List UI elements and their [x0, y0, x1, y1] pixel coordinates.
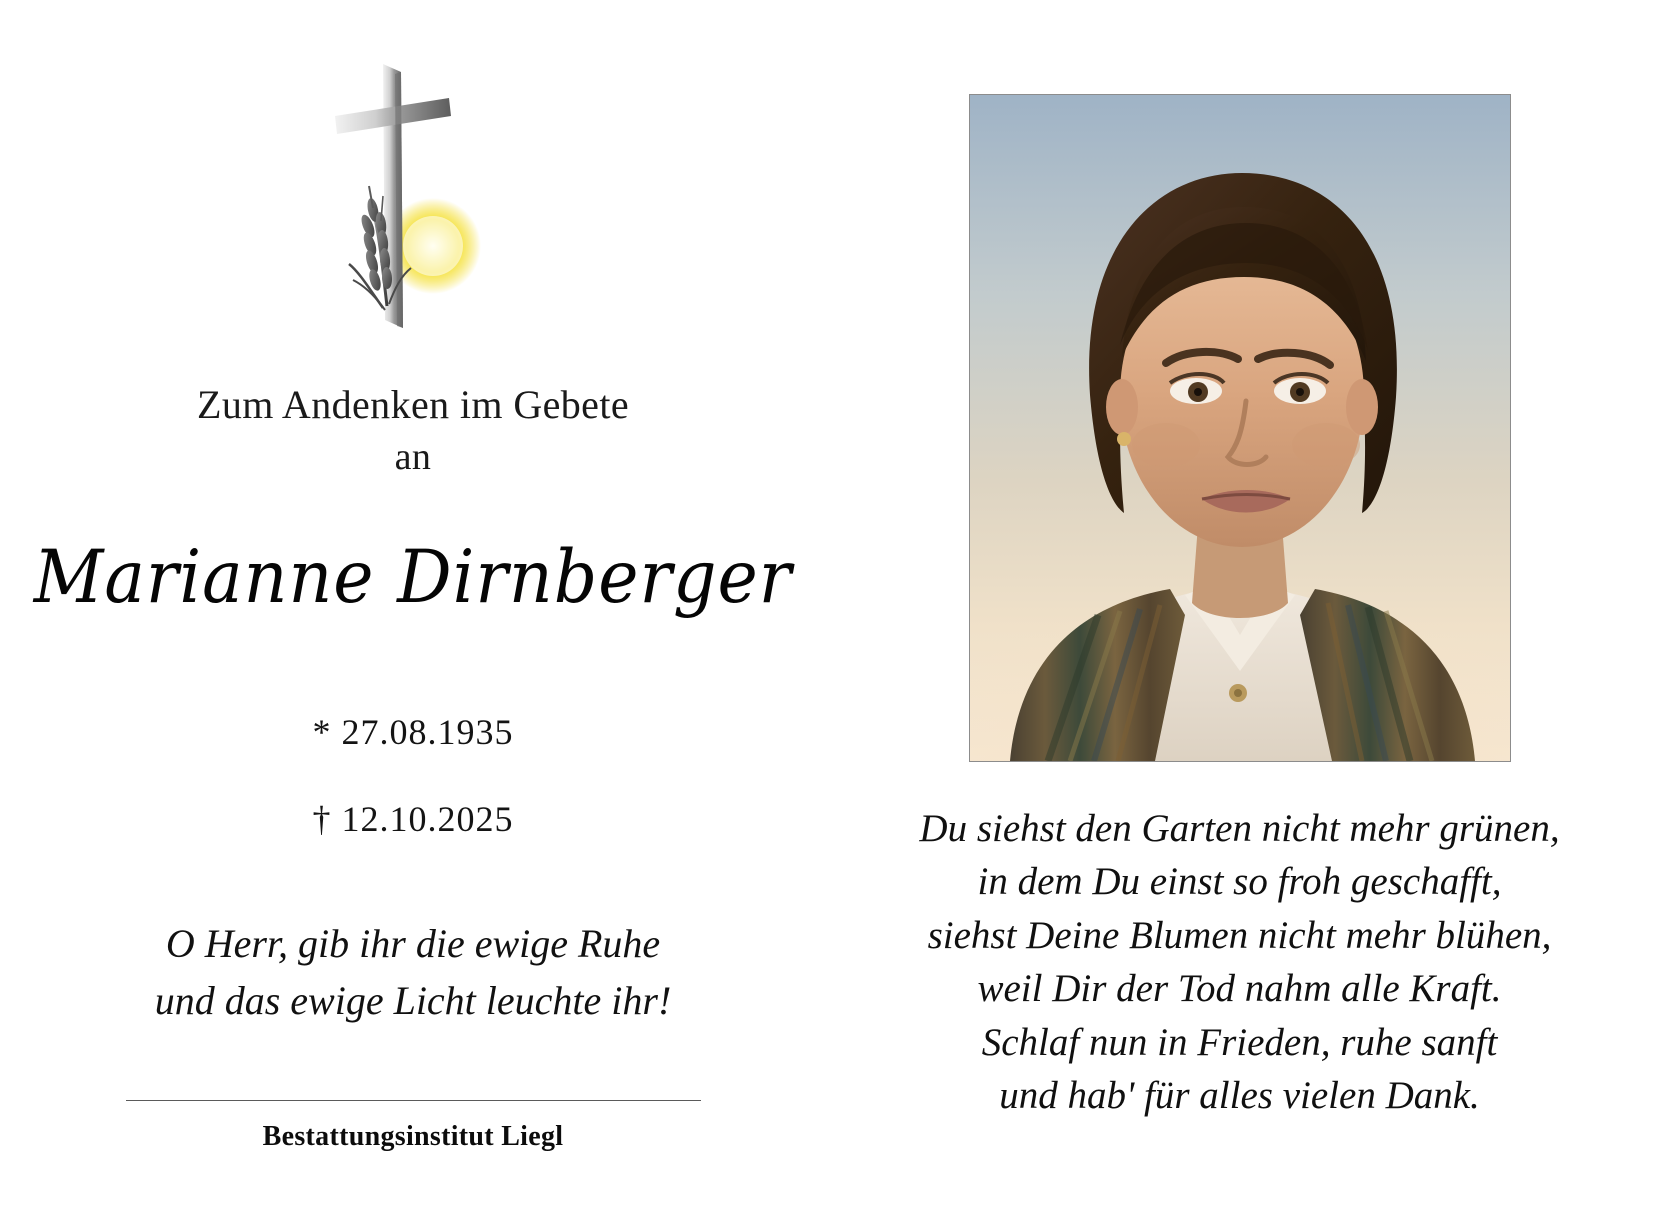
memoriam-heading	[197, 378, 629, 483]
memoriam-line-2: an	[394, 436, 432, 478]
death-date: † 12.10.2025	[312, 798, 514, 839]
memorial-card-right-page	[826, 0, 1653, 1228]
birth-date: * 27.08.1935	[312, 712, 514, 753]
poem-line: in dem Du einst so froh geschafft,	[977, 860, 1502, 904]
prayer-line-1: O Herr, gib ihr die ewige Ruhe	[165, 921, 661, 967]
deceased-name: Marianne Dirnberger	[33, 535, 793, 621]
prayer-line-2: und das ewige Licht leuchte ihr!	[154, 977, 672, 1023]
poem-line: und hab' für alles vielen Dank.	[999, 1074, 1480, 1118]
life-dates	[313, 689, 514, 862]
memoriam-line-1: Zum Andenken im Gebete	[196, 382, 630, 427]
prayer-verse	[155, 916, 672, 1030]
divider	[126, 1100, 701, 1101]
cross-with-wheat-icon	[323, 58, 503, 348]
poem-line: Schlaf nun in Frieden, ruhe sanft	[981, 1020, 1498, 1064]
portrait-photo	[969, 94, 1511, 762]
funeral-institute-name: Bestattungsinstitut Liegl	[262, 1120, 564, 1152]
poem-line: Du siehst den Garten nicht mehr grünen,	[919, 807, 1560, 850]
memorial-card-left-page	[0, 0, 826, 1228]
poem-text	[850, 802, 1630, 1123]
poem-line: weil Dir der Tod nahm alle Kraft.	[977, 967, 1502, 1011]
poem-line: siehst Deine Blumen nicht mehr blühen,	[927, 913, 1552, 957]
portrait-illustration	[970, 95, 1510, 761]
